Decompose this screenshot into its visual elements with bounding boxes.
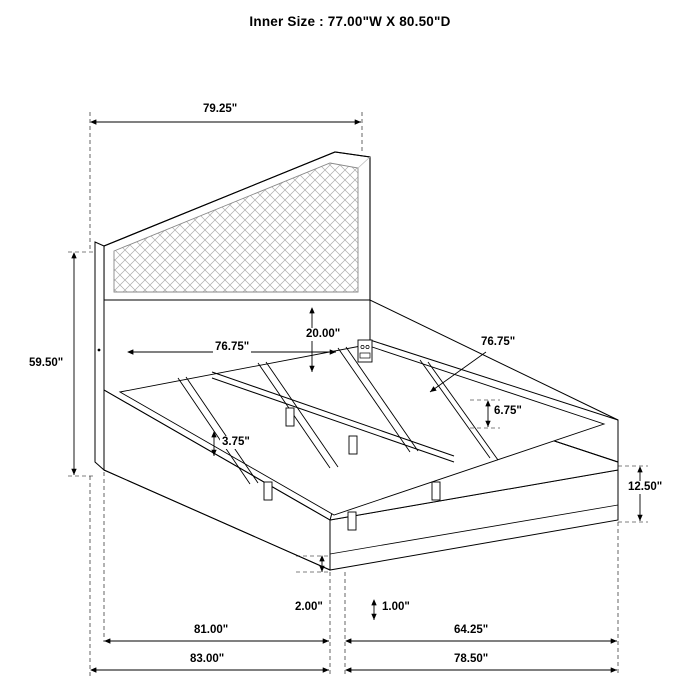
headboard-posts <box>95 242 104 470</box>
dim-rail-height: 6.75" <box>494 405 522 417</box>
headboard-outline <box>104 152 370 300</box>
bed-frame <box>98 300 618 570</box>
dim-overall-length: 83.00" <box>190 653 225 665</box>
dim-side-rail-length: 81.00" <box>194 624 229 636</box>
dim-leg-clearance: 1.00" <box>382 601 410 613</box>
dim-headboard-panel-width: 76.75" <box>215 341 250 353</box>
dim-footboard-rail-height: 2.00" <box>295 601 323 613</box>
dim-slat-thickness: 3.75" <box>222 436 250 448</box>
dim-footboard-height: 12.50" <box>628 481 663 493</box>
page-title: Inner Size : 77.00"W X 80.50"D <box>249 14 451 29</box>
dim-slat-deck-width: 76.75" <box>481 336 516 348</box>
dim-depth-left: 64.25" <box>454 624 489 636</box>
dim-overall-height: 59.50" <box>29 357 64 369</box>
dim-overall-depth: 78.50" <box>454 653 489 665</box>
dim-headboard-width: 79.25" <box>203 103 238 115</box>
dim-headboard-clearance-height: 20.00" <box>306 328 341 340</box>
